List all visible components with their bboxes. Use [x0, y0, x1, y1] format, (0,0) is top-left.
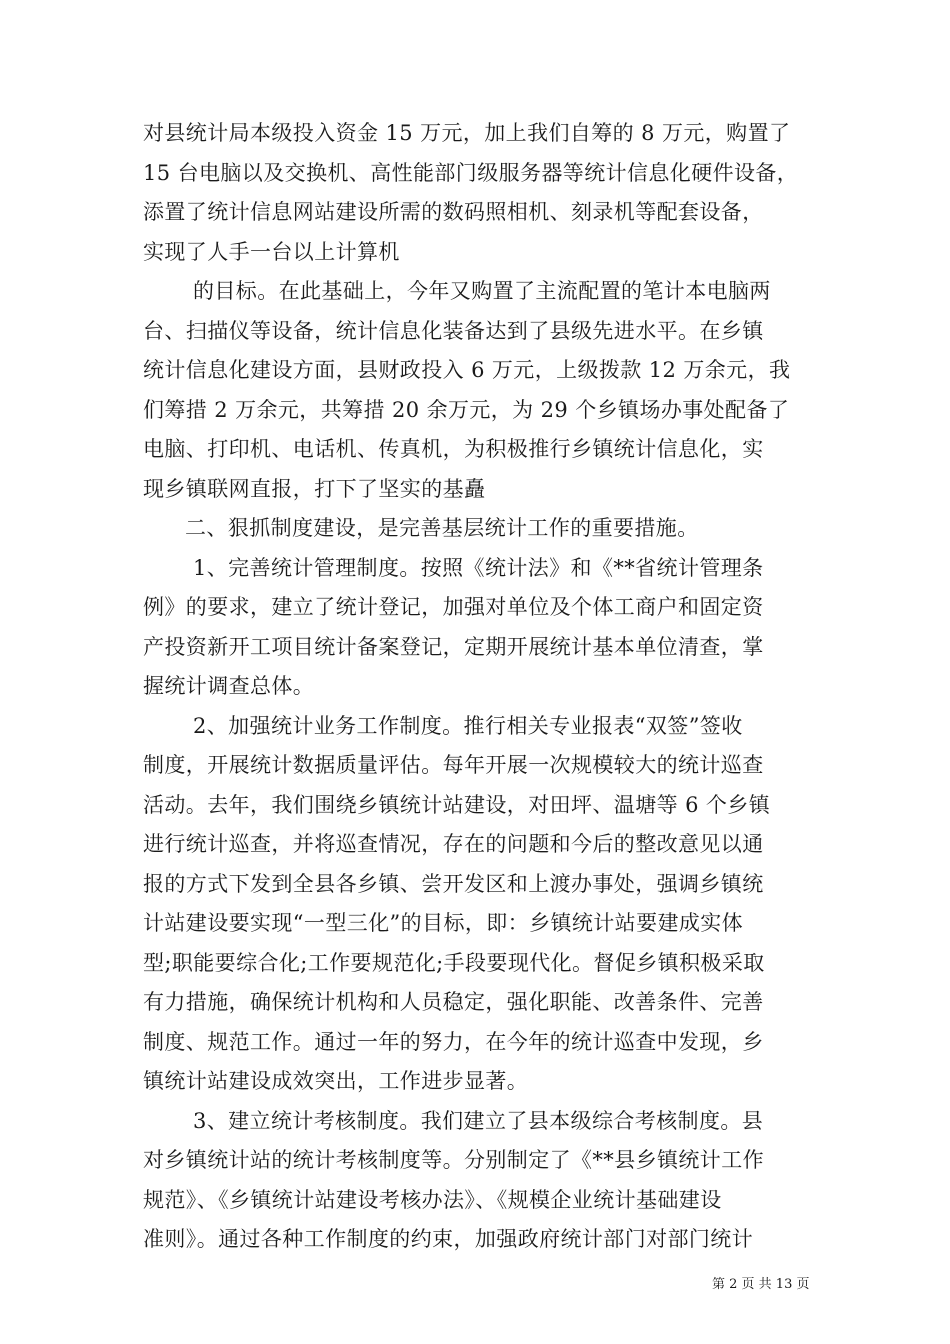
text-line: 现乡镇联网直报，打下了坚实的基矗 — [143, 476, 486, 501]
text-line: 实现了人手一台以上计算机 — [143, 239, 400, 264]
text-line: 进行统计巡查，并将巡查情况，存在的问题和今后的整改意见以通 — [143, 832, 764, 856]
text-line: 产投资新开工项目统计备案登记，定期开展统计基本单位清查，掌 — [143, 634, 764, 659]
text-line: 对县统计局本级投入资金 15 万元，加上我们自筹的 8 万元，购置了 — [143, 121, 791, 145]
text-line: 握统计调查总体。 — [143, 674, 315, 698]
text-line: 例》的要求，建立了统计登记，加强对单位及个体工商户和固定资 — [143, 595, 764, 619]
text-line: 有力措施，确保统计机构和人员稳定，强化职能、改善条件、完善 — [143, 990, 764, 1014]
text-line: 制度，开展统计数据质量评估。每年开展一次规模较大的统计巡查 — [143, 753, 764, 777]
text-line: 添置了统计信息网站建设所需的数码照相机、刻录机等配套设备， — [143, 200, 764, 224]
text-line: 准则》。通过各种工作制度的约束，加强政府统计部门对部门统计 — [143, 1227, 754, 1251]
section-heading: 二、狠抓制度建设，是完善基层统计工作的重要措施。 — [185, 516, 699, 540]
text-line: 台、扫描仪等设备，统计信息化装备达到了县级先进水平。在乡镇 — [143, 318, 764, 343]
text-line: 制度、规范工作。通过一年的努力，在今年的统计巡查中发现，乡 — [143, 1029, 764, 1054]
text-line: 报的方式下发到全县各乡镇、尝开发区和上渡办事处，强调乡镇统 — [143, 871, 764, 896]
text-line: 3、建立统计考核制度。我们建立了县本级综合考核制度。县 — [193, 1108, 764, 1133]
text-line: 型;职能要综合化;工作要规范化;手段要现代化。督促乡镇积极采取 — [143, 950, 765, 975]
text-line: 们筹措 2 万余元，共筹措 20 余万元，为 29 个乡镇场办事处配备了 — [143, 397, 790, 422]
text-line: 的目标。在此基础上，今年又购置了主流配置的笔计本电脑两 — [193, 279, 771, 303]
text-line: 2、加强统计业务工作制度。推行相关专业报表“双签”签收 — [193, 713, 743, 738]
text-line: 15 台电脑以及交换机、高性能部门级服务器等统计信息化硬件设备， — [143, 160, 799, 185]
text-line: 电脑、打印机、电话机、传真机，为积极推行乡镇统计信息化，实 — [143, 437, 764, 461]
text-line: 1、完善统计管理制度。按照《统计法》和《**省统计管理条 — [193, 555, 764, 580]
text-line: 活动。去年，我们围绕乡镇统计站建设，对田坪、温塘等 6 个乡镇 — [143, 792, 771, 817]
body-text — [143, 114, 823, 1260]
text-line: 对乡镇统计站的统计考核制度等。分别制定了《**县乡镇统计工作 — [143, 1148, 764, 1172]
text-line: 镇统计站建设成效突出，工作进步显著。 — [143, 1069, 529, 1093]
text-line: 规范》、《乡镇统计站建设考核办法》、《规模企业统计基础建设 — [143, 1187, 722, 1212]
text-line: 统计信息化建设方面，县财政投入 6 万元，上级拨款 12 万余元，我 — [143, 358, 791, 382]
page-number: 第 2 页 共 13 页 — [712, 1277, 810, 1292]
text-line: 计站建设要实现“一型三化”的目标，即：乡镇统计站要建成实体 — [143, 911, 744, 935]
